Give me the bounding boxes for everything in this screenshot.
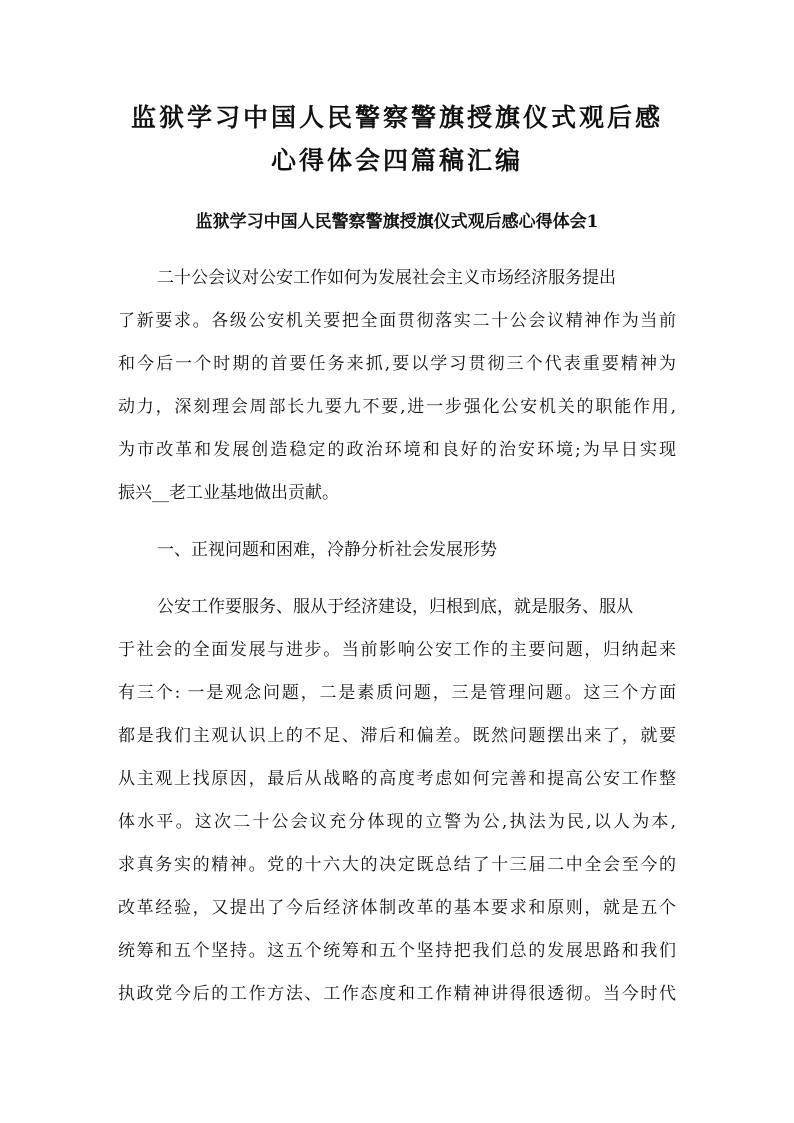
paragraph-2-line: 求真务实的精神。党的十六大的决定既总结了十三届二中全会至今的 [118, 855, 676, 875]
paragraph-2-line: 改革经验，又提出了今后经济体制改革的基本要求和原则，就是五个 [118, 898, 676, 918]
paragraph-2-line: 于社会的全面发展与进步。当前影响公安工作的主要问题，归纳起来 [118, 640, 676, 660]
document-title-line-1: 监狱学习中国人民警察警旗授旗仪式观后感 [130, 103, 663, 132]
document-title-line-2: 心得体会四篇稿汇编 [270, 146, 523, 175]
paragraph-2-line: 有三个: 一是观念问题，二是素质问题，三是管理问题。这三个方面 [118, 683, 676, 703]
paragraph-1-line: 为市改革和发展创造稳定的政治环境和良好的治安环境;为早日实现 [118, 440, 676, 460]
paragraph-2-line: 从主观上找原因，最后从战略的高度考虑如何完善和提高公安工作整 [118, 769, 676, 789]
paragraph-1-line: 了新要求。各级公安机关要把全面贯彻落实二十公会议精神作为当前 [118, 311, 676, 331]
paragraph-1-line: 振兴__老工业基地做出贡献。 [118, 483, 339, 503]
paragraph-1-line: 动力，深刻理会周部长九要九不要,进一步强化公安机关的职能作用, [118, 397, 676, 417]
paragraph-2-line: 体水平。这次二十公会议充分体现的立警为公,执法为民,以人为本, [118, 812, 676, 832]
paragraph-2-line: 都是我们主观认识上的不足、滞后和偏差。既然问题摆出来了，就要 [118, 726, 676, 746]
paragraph-1-line: 二十公会议对公安工作如何为发展社会主义市场经济服务提出 [157, 268, 616, 288]
paragraph-2-line: 统筹和五个坚持。这五个统筹和五个坚持把我们总的发展思路和我们 [118, 941, 676, 961]
section-heading-1: 一、正视问题和困难，冷静分析社会发展形势 [157, 540, 497, 560]
paragraph-2-line: 公安工作要服务、服从于经济建设，归根到底，就是服务、服从 [157, 597, 633, 617]
paragraph-2-line: 执政党今后的工作方法、工作态度和工作精神讲得很透彻。当今时代 [118, 984, 676, 1004]
section-title: 监狱学习中国人民警察警旗授旗仪式观后感心得体会1 [195, 212, 599, 232]
paragraph-1-line: 和今后一个时期的首要任务来抓,要以学习贯彻三个代表重要精神为 [118, 354, 676, 374]
